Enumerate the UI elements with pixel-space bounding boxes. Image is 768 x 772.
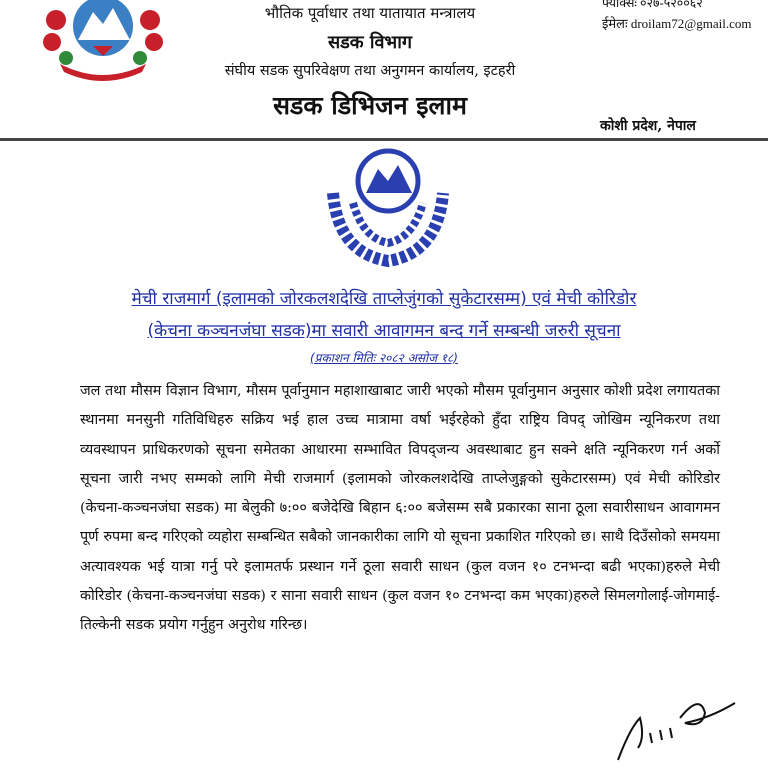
signature <box>610 688 740 768</box>
fax-number: फ्याक्सः ०२७-५२००६२ <box>602 0 703 10</box>
notice-title-line2: (केचना कञ्चनजंघा सडक)मा सवारी आवागमन बन्द गर्ने सम्बन्धी जरुरी सूचना <box>147 321 621 341</box>
notice-title-line1: मेची राजमार्ग (इलामको जोरकलशदेखि ताप्लेजुंगको सुकेटारसम्म) एवं मेची कोरिडोर <box>131 289 637 309</box>
province-name: कोशी प्रदेश, नेपाल <box>600 118 696 134</box>
ministry-name: भौतिक पूर्वाधार तथा यातायात मन्त्रालय <box>264 4 476 22</box>
header-divider <box>0 138 768 141</box>
division-name: सडक डिभिजन इलाम <box>273 91 467 120</box>
department-name: सडक विभाग <box>327 32 412 53</box>
notice-body: जल तथा मौसम विज्ञान विभाग, मौसम पूर्वानुमान महाशाखाबाट जारी भएको मौसम पूर्वानुमान अनुसार कोशी प्रदेश लगायतका स्थानमा मनसुनी गतिविधिहरु सक्रिय भई हाल उच्च मात्रामा वर्षा भईरहेको हुँदा राष्ट्रिय विपद् जोखिम न्यूनिकरण तथा व्यवस्थापन प्राधिकरणको सूचना समेतका आधारमा सम्भावित विपद्जन्य अवस्थाबाट हुन सक्ने क्षति न्यूनिकरण गर्न अर्को सूचना जारी नभए सम्मको लागि मेची राजमार्ग (इलामको जोरकलशदेखि ताप्लेजुङ्गको सुकेटारसम्म) एवं मेची कोरिडोर (केचना-कञ्चनजंघा सडक) मा बेलुकी ७:०० बजेदेखि बिहान ६:०० बजेसम्म सबै प्रकारका साना ठूला सवारीसाधन आवागमन पूर्ण रुपमा बन्द गरिएको व्यहोरा सम्बन्धित सबैको जानकारीका लागि यो सूचना प्रकाशित गरिएको छ। साथै दिउँसोको समयमा अत्यावश्यक भई यात्रा गर्नु परे इलामतर्फ प्रस्थान गर्ने ठूला सवारी साधन (कुल वजन १० टनभन्दा बढी भएका)हरुले मेची कोरिडोर (केचना-कञ्चनजंघा सडक) र साना सवारी साधन (कुल वजन १० टनभन्दा कम भएका)हरुले सिमलगोलाई-जोगमाई-तिल्केनी सडक प्रयोग गर्नुहुन अनुरोध गरिन्छ। <box>80 383 720 634</box>
office-name: संघीय सडक सुपरिवेक्षण तथा अनुगमन कार्यालय, इटहरी <box>224 63 516 79</box>
publication-date: (प्रकाशन मितिः २०८२ असोज १८) <box>310 351 458 365</box>
division-seal <box>318 143 458 271</box>
government-emblem <box>38 0 168 82</box>
email-address: ईमेलः droilam72@gmail.com <box>602 16 752 31</box>
